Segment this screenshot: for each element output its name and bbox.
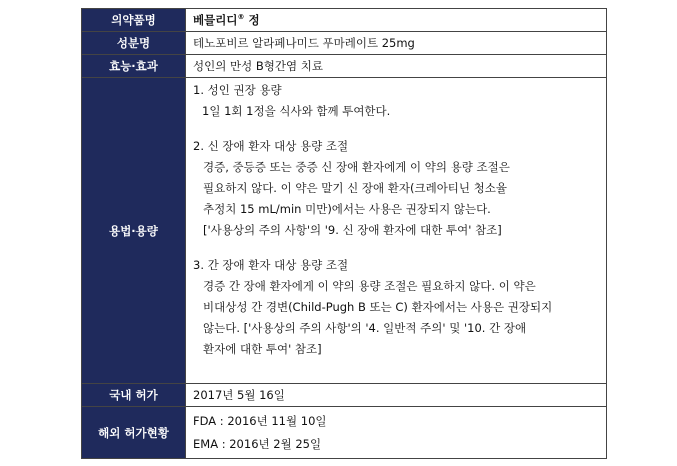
dosage-section-3-line-2: 비대상성 간 경변(Child-Pugh B 또는 C) 환자에서는 사용은 권장되지 — [203, 300, 553, 314]
registered-mark: ® — [237, 13, 245, 22]
ingredient-row — [82, 32, 607, 55]
dosage-section-2-line-4: ['사용상의 주의 사항'의 '9. 신 장애 환자에 대한 투여' 참조] — [203, 223, 502, 237]
efficacy-header: 효능·효과 — [82, 55, 186, 78]
foreign-approval-row — [82, 407, 607, 459]
product-name-cell — [186, 9, 607, 32]
domestic-approval-date: 2017년 5월 16일 — [186, 384, 607, 407]
dosage-section-3-line-1: 경증 간 장애 환자에게 이 약의 용량 조절은 필요하지 않다. 이 약은 — [203, 279, 536, 293]
foreign-approval-cell — [186, 407, 607, 459]
domestic-approval-row — [82, 384, 607, 407]
dosage-header: 용법·용량 — [82, 78, 186, 384]
product-name: 베믈리디 — [193, 13, 238, 27]
dosage-section-2-line-1: 경증, 중등증 또는 중증 신 장애 환자에게 이 약의 용량 조절은 — [203, 160, 510, 174]
fda-approval-date: FDA : 2016년 11월 10일 — [193, 413, 327, 428]
dosage-row — [82, 78, 607, 384]
domestic-approval-header: 국내 허가 — [82, 384, 186, 407]
ingredient-header: 성분명 — [82, 32, 186, 55]
dosage-section-1-text: 1일 1회 1정을 식사와 함께 투여한다. — [202, 104, 391, 118]
drug-info-table — [81, 8, 607, 459]
product-form: 정 — [244, 13, 260, 27]
product-name-row — [82, 9, 607, 32]
dosage-section-2-line-2: 필요하지 않다. 이 약은 말기 신 장애 환자(크레아티닌 청소율 — [203, 181, 507, 195]
ema-approval-date: EMA : 2016년 2월 25일 — [193, 436, 322, 451]
dosage-section-1-title: 1. 성인 권장 용량 — [193, 83, 282, 97]
efficacy-value: 성인의 만성 B형간염 치료 — [186, 55, 607, 78]
dosage-section-3-title: 3. 간 장애 환자 대상 용량 조절 — [193, 258, 349, 272]
section-spacer — [193, 241, 606, 255]
product-name-header: 의약품명 — [82, 9, 186, 32]
foreign-approval-header: 해외 허가현황 — [82, 407, 186, 459]
dosage-section-2-line-3: 추정치 15 mL/min 미만)에서는 사용은 권장되지 않는다. — [203, 202, 491, 216]
dosage-section-2-title: 2. 신 장애 환자 대상 용량 조절 — [193, 139, 349, 153]
dosage-section-3-line-4: 환자에 대한 투여' 참조] — [203, 342, 322, 356]
dosage-cell — [186, 78, 607, 384]
dosage-section-3-line-3: 않는다. ['사용상의 주의 사항'의 '4. 일반적 주의' 및 '10. 간 장애 — [203, 321, 527, 335]
ingredient-value: 테노포비르 알라페나미드 푸마레이트 25mg — [186, 32, 607, 55]
section-spacer — [193, 122, 606, 136]
efficacy-row — [82, 55, 607, 78]
